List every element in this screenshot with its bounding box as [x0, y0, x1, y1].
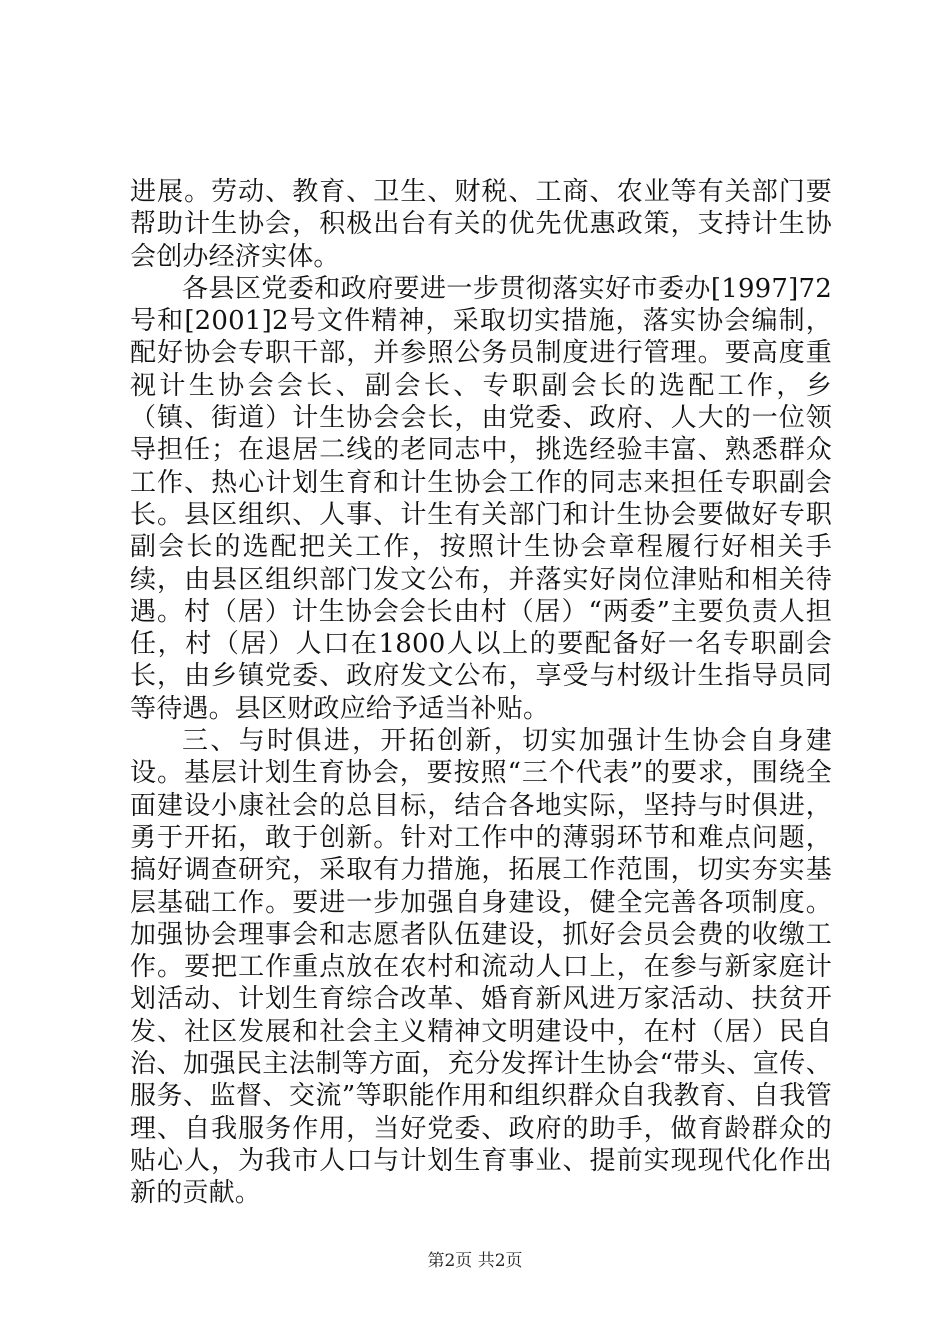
paragraph-3: 三、与时俱进，开拓创新，切实加强计生协会自身建设。基层计划生育协会，要按照“三个代表”的要求，围绕全面建设小康社会的总目标，结合各地实际，坚持与时俱进，勇于开拓，敢于创新。针对工作中的薄弱环节和难点问题，搞好调查研究，采取有力措施，拓展工作范围，切实夯实基层基础工作。要进一步加强自身建设，健全完善各项制度。加强协会理事会和志愿者队伍建设，抓好会员会费的收缴工作。要把工作重点放在农村和流动人口上，在参与新家庭计划活动、计划生育综合改革、婚育新风进万家活动、扶贫开发、社区发展和社会主义精神文明建设中，在村（居）民自治、加强民主法制等方面，充分发挥计生协会“带头、宣传、服务、监督、交流”等职能作用和组织群众自我教育、自我管理、自我服务作用，当好党委、政府的助手，做育龄群众的贴心人，为我市人口与计划生育事业、提前实现现代化作出新的贡献。: [130, 726, 832, 1209]
paragraph-2: 各县区党委和政府要进一步贯彻落实好市委办[1997]72号和[2001]2号文件精神，采取切实措施，落实协会编制，配好协会专职干部，并参照公务员制度进行管理。要高度重视计生协会会长、副会长、专职副会长的选配工作，乡（镇、街道）计生协会会长，由党委、政府、人大的一位领导担任；在退居二线的老同志中，挑选经验丰富、熟悉群众工作、热心计划生育和计生协会工作的同志来担任专职副会长。县区组织、人事、计生有关部门和计生协会要做好专职副会长的选配把关工作，按照计生协会章程履行好相关手续，由县区组织部门发文公布，并落实好岗位津贴和相关待遇。村（居）计生协会会长由村（居）“两委”主要负责人担任，村（居）人口在1800人以上的要配备好一名专职副会长，由乡镇党委、政府发文公布，享受与村级计生指导员同等待遇。县区财政应给予适当补贴。: [130, 273, 832, 724]
page-number-footer: 第2页 共2页: [427, 1251, 523, 1271]
paragraph-1: 进展。劳动、教育、卫生、财税、工商、农业等有关部门要帮助计生协会，积极出台有关的优先优惠政策，支持计生协会创办经济实体。: [130, 177, 832, 272]
document-body: [130, 176, 832, 1210]
